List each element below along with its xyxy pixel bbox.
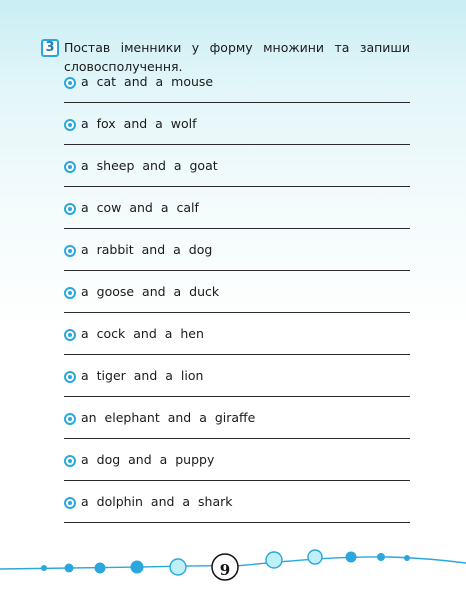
bullet-icon [64, 287, 76, 299]
answer-line[interactable] [64, 480, 410, 481]
item-phrase: a goose and a duck [81, 284, 220, 299]
answer-line[interactable] [64, 186, 410, 187]
answer-line[interactable] [64, 354, 410, 355]
exercise-item [0, 450, 466, 492]
bead [377, 553, 385, 561]
item-phrase: a sheep and a goat [81, 158, 218, 173]
task-instruction: Постав іменники у форму множини та запиши словосполучення. [64, 40, 410, 74]
item-phrase: a cock and a hen [81, 326, 204, 341]
answer-line[interactable] [64, 270, 410, 271]
answer-line[interactable] [64, 102, 410, 103]
bullet-icon [64, 161, 76, 173]
bullet-icon [64, 371, 76, 383]
bead [95, 563, 106, 574]
exercise-item [0, 366, 466, 408]
bullet-icon [64, 77, 76, 89]
bead [266, 552, 282, 568]
exercise-item [0, 114, 466, 156]
exercise-item [0, 324, 466, 366]
task-number-badge: 3 [41, 39, 59, 57]
item-phrase: a dolphin and a shark [81, 494, 233, 509]
answer-line[interactable] [64, 522, 410, 523]
bullet-icon [64, 203, 76, 215]
item-phrase: an elephant and a giraffe [81, 410, 256, 425]
bead [170, 559, 186, 575]
bead [65, 564, 74, 573]
bullet-icon [64, 329, 76, 341]
answer-line[interactable] [64, 228, 410, 229]
bead [41, 565, 47, 571]
exercise-item [0, 240, 466, 282]
exercise-item [0, 156, 466, 198]
bead [404, 555, 410, 561]
answer-line[interactable] [64, 144, 410, 145]
bead [131, 561, 144, 574]
bullet-icon [64, 497, 76, 509]
item-phrase: a tiger and a lion [81, 368, 204, 383]
item-phrase: a rabbit and a dog [81, 242, 213, 257]
bullet-icon [64, 413, 76, 425]
item-phrase: a cow and a calf [81, 200, 199, 215]
exercise-item [0, 282, 466, 324]
item-phrase: a fox and a wolf [81, 116, 197, 131]
page-number: 9 [219, 561, 231, 579]
answer-line[interactable] [64, 312, 410, 313]
bead [308, 550, 322, 564]
exercise-item [0, 72, 466, 114]
exercise-item [0, 492, 466, 534]
exercise-item [0, 198, 466, 240]
bullet-icon [64, 455, 76, 467]
item-phrase: a cat and a mouse [81, 74, 214, 89]
bead [346, 552, 357, 563]
page-footer [0, 545, 466, 600]
exercise-item [0, 408, 466, 450]
item-phrase: a dog and a puppy [81, 452, 215, 467]
bullet-icon [64, 245, 76, 257]
answer-line[interactable] [64, 396, 410, 397]
answer-line[interactable] [64, 438, 410, 439]
bullet-icon [64, 119, 76, 131]
